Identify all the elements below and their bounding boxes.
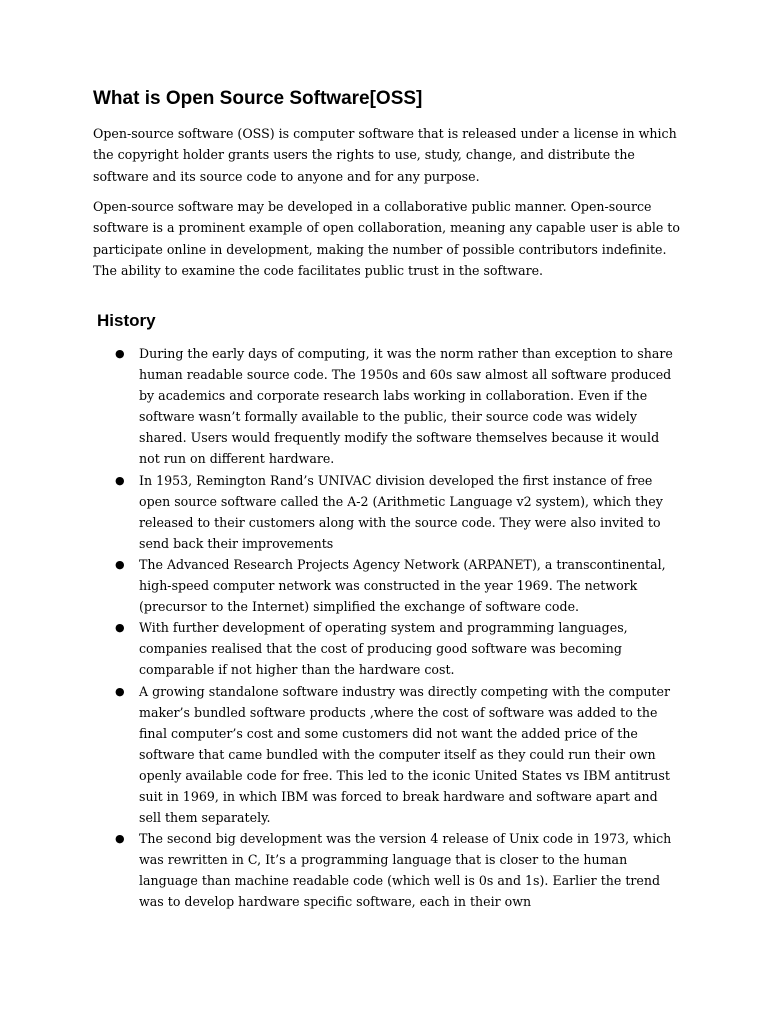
bullet-icon: ●: [115, 621, 125, 635]
list-item-text: The Advanced Research Projects Agency Network (ARPANET), a transcontinental, high-speed computer network was constructed in the year 1969. The network (precursor to the Internet) simplified the exchange of software code.: [139, 556, 666, 615]
list-item-text: The second big development was the version 4 release of Unix code in 1973, which was rewritten in C, It’s a programming language that is closer to the human language than machine readable code (which well is 0s and 1s). Earlier the trend was to develop hardware specific software, each in their own: [139, 831, 672, 910]
intro-paragraph: Open-source software (OSS) is computer software that is released under a license in which the copyright holder grants users the rights to use, study, change, and distribute the software and its source code to anyone and for any purpose.: [93, 126, 677, 184]
bullet-icon: ●: [115, 473, 125, 487]
list-item-text: During the early days of computing, it was the norm rather than exception to share human readable source code. The 1950s and 60s saw almost all software produced by academics and corporate research labs working in collaboration. Even if the software wasn’t formally available to the public, their source code was widely shared. Users would frequently modify the software themselves because it would not run on different hardware.: [139, 346, 673, 467]
page-title: What is Open Source Software[OSS]: [93, 88, 423, 109]
bullet-icon: ●: [115, 684, 125, 698]
history-heading: History: [97, 311, 156, 330]
list-item: [0, 343, 675, 470]
bullet-icon: ●: [115, 832, 125, 846]
bullet-icon: ●: [115, 347, 125, 360]
list-item: [0, 470, 675, 554]
history-list: [0, 343, 768, 913]
list-item: [0, 828, 675, 912]
list-item-text: A growing standalone software industry was directly competing with the computer maker’s bundled software products ,where the cost of software was added to the final computer’s cost and some customers did not want the added price of the software that came bundled with the computer itself as they could run their own openly available code for free. This led to the iconic United States vs IBM antitrust suit in 1969, in which IBM was forced to break hardware and software apart and sell them separately.: [139, 683, 670, 826]
list-item-text: With further development of operating system and programming languages, companies realised that the cost of producing good software was becoming comparable if not higher than the hardware cost.: [139, 620, 628, 678]
list-item: [0, 617, 675, 680]
list-item-text: In 1953, Remington Rand’s UNIVAC division developed the first instance of free open source software called the A-2 (Arithmetic Language v2 system), which they released to their customers along with the source code. They were also invited to send back their improvements: [139, 472, 663, 551]
bullet-icon: ●: [115, 557, 125, 571]
list-item: [0, 554, 675, 617]
list-item: [0, 681, 675, 829]
collaboration-paragraph: Open-source software may be developed in a collaborative public manner. Open-source software is a prominent example of open collaboration, meaning any capable user is able to participate online in development, making the number of possible contributors indefinite. The ability to examine the code facilitates public trust in the software.: [93, 199, 680, 279]
